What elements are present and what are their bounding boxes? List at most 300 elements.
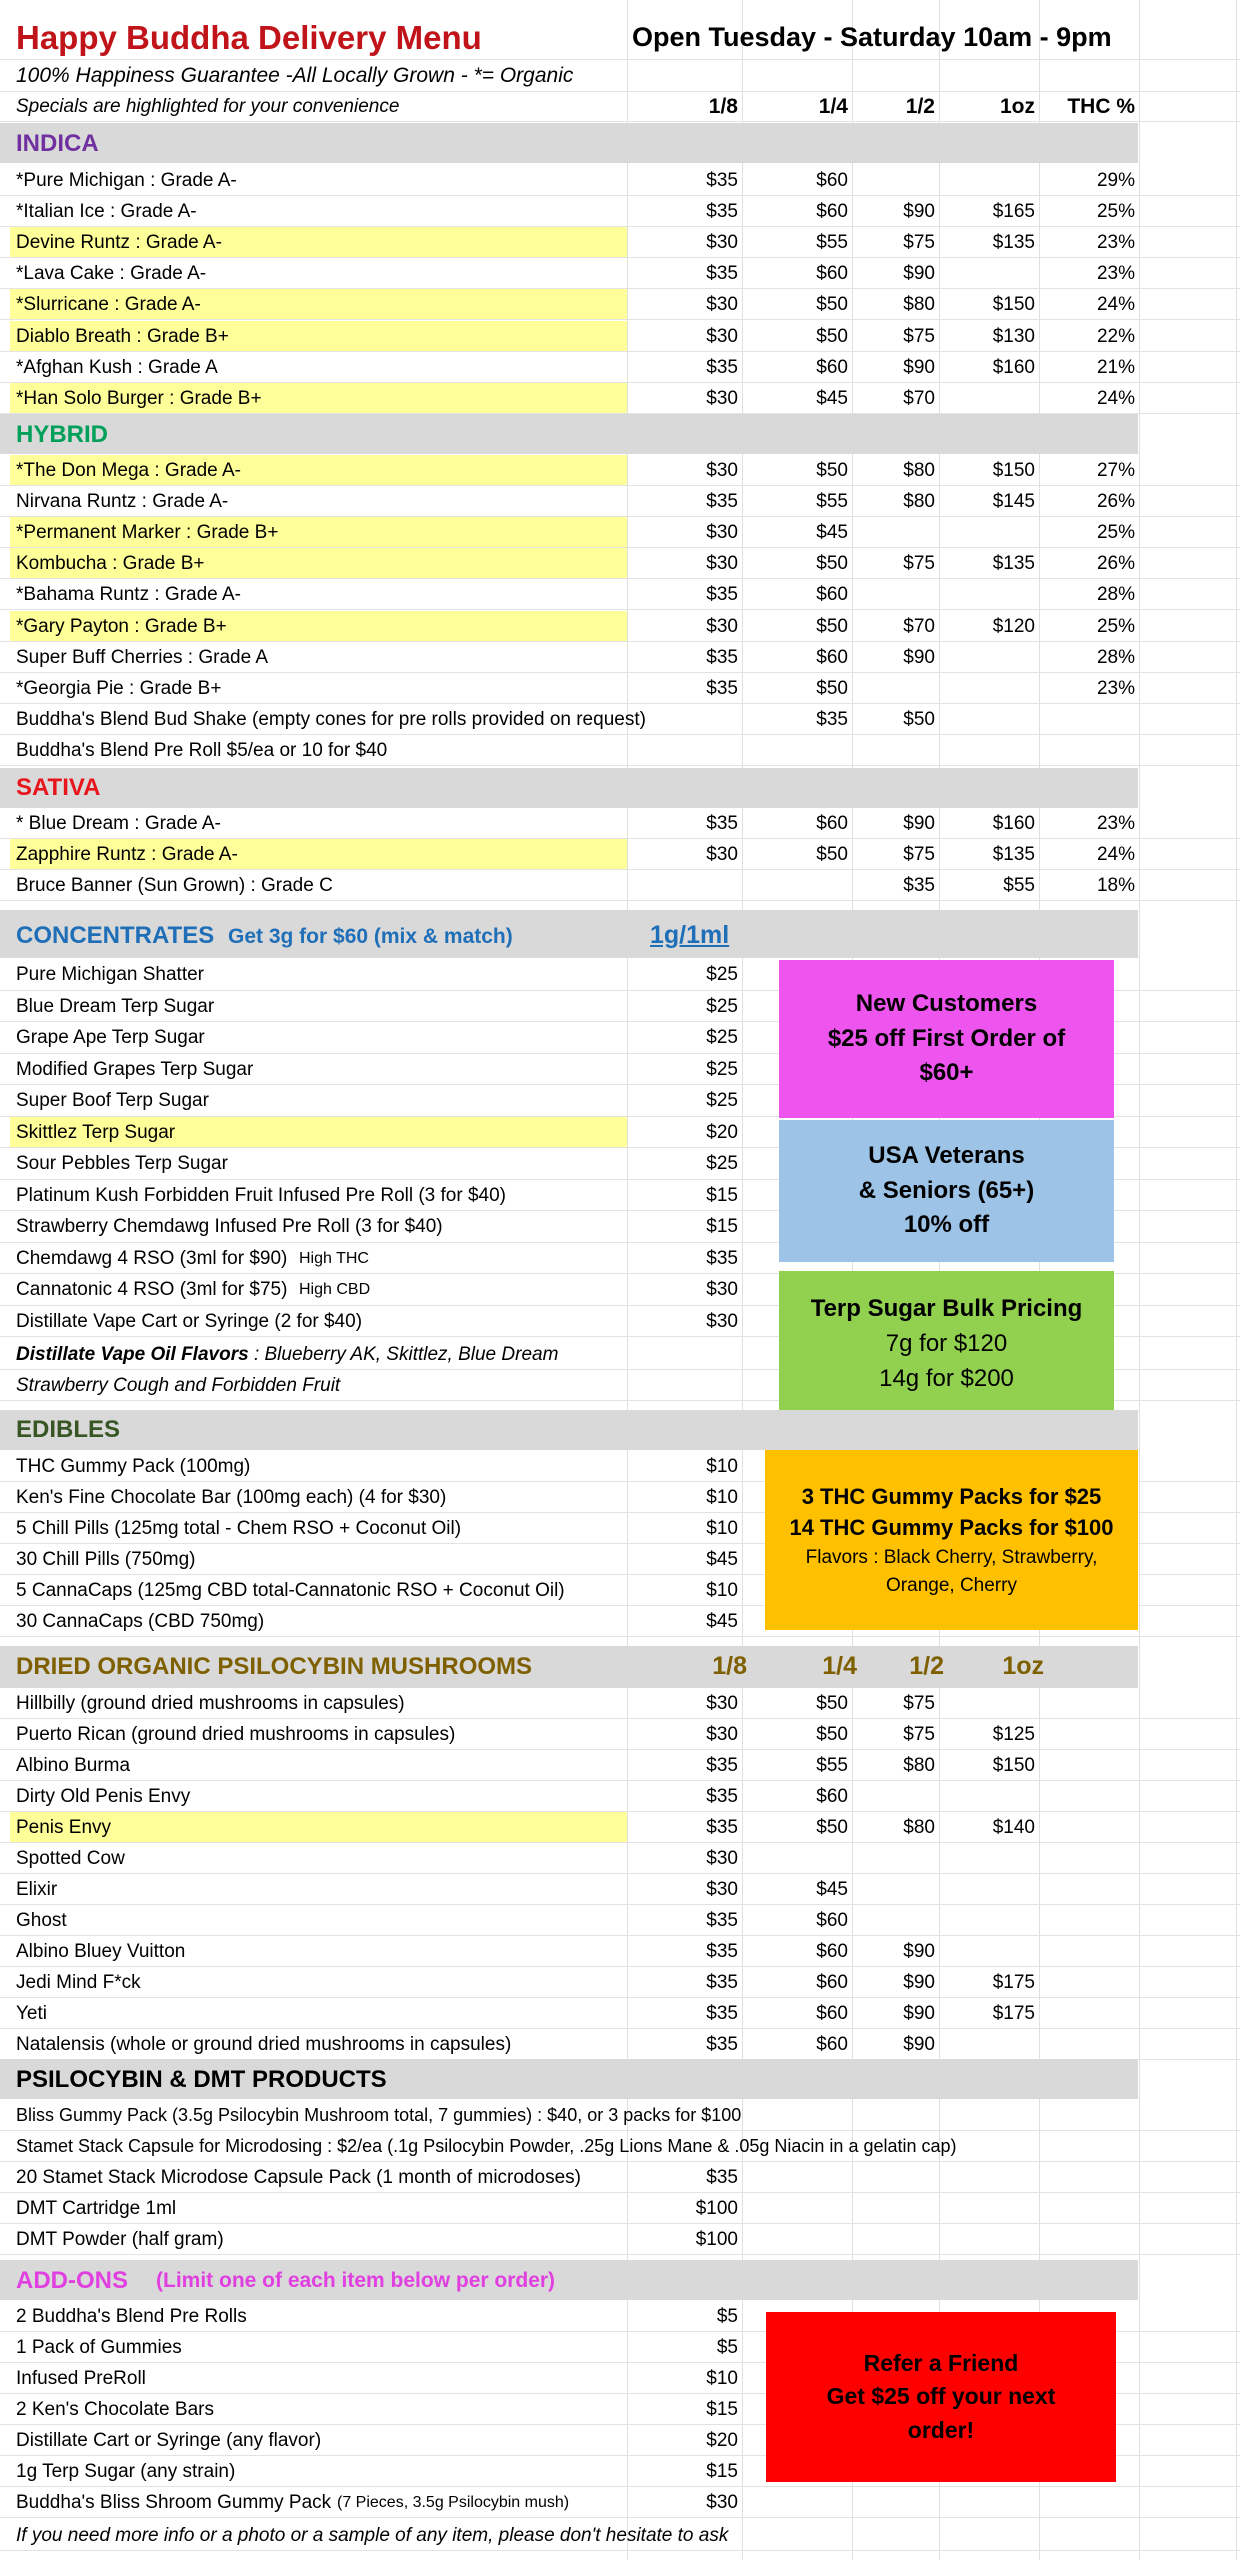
concentrate-price: $30 xyxy=(706,1279,738,1300)
header-row xyxy=(0,14,1240,60)
concentrate-price: $25 xyxy=(706,1027,738,1048)
thc-percent: 24% xyxy=(1096,294,1135,316)
promo-line: 10% off xyxy=(903,1211,990,1239)
promo-line: 14g for $200 xyxy=(879,1364,1014,1392)
concentrates-heading: CONCENTRATES xyxy=(16,922,215,949)
col-header-quarter: 1/4 xyxy=(818,95,848,118)
strain-name: *The Don Mega : Grade A- xyxy=(16,460,241,481)
indica-row xyxy=(0,196,1240,227)
mushroom-row xyxy=(0,1874,1240,1905)
strain-name: Diablo Breath : Grade B+ xyxy=(16,325,229,347)
addon-detail: (7 Pieces, 3.5g Psilocybin mush) xyxy=(337,2494,570,2511)
hybrid-row xyxy=(0,611,1240,642)
price-eighth: $30 xyxy=(706,325,738,347)
price-eighth: $35 xyxy=(706,677,738,699)
thc-percent: 22% xyxy=(1096,325,1135,347)
new-customer-promo xyxy=(779,960,1114,1118)
price-eighth: $35 xyxy=(706,1941,738,1962)
sativa-row xyxy=(0,870,1240,901)
addon-price: $30 xyxy=(706,2492,738,2513)
page-title: Happy Buddha Delivery Menu xyxy=(16,19,482,56)
strain-name: Nirvana Runtz : Grade A- xyxy=(16,491,229,513)
price-quarter: $60 xyxy=(816,2003,848,2024)
thc-percent: 23% xyxy=(1096,813,1135,834)
strain-name: *Bahama Runtz : Grade A- xyxy=(16,584,241,606)
concentrate-price: $35 xyxy=(706,1247,738,1269)
psilo-product-name: Bliss Gummy Pack (3.5g Psilocybin Mushroom total, 7 gummies) : $40, or 3 packs for $100 xyxy=(16,2105,742,2125)
price-half: $90 xyxy=(903,201,935,223)
mushroom-name: Penis Envy xyxy=(16,1817,112,1838)
price-eighth: $35 xyxy=(706,584,738,606)
strain-name: *Slurricane : Grade A- xyxy=(16,294,201,316)
addon-name: 2 Buddha's Blend Pre Rolls xyxy=(16,2306,247,2327)
promo-line: Terp Sugar Bulk Pricing xyxy=(810,1295,1083,1323)
mushroom-name: Spotted Cow xyxy=(16,1848,125,1869)
thc-percent: 23% xyxy=(1096,677,1135,699)
price-quarter: $60 xyxy=(816,2034,848,2055)
price-quarter: $50 xyxy=(816,844,848,866)
hybrid-row xyxy=(0,517,1240,548)
tagline-row xyxy=(0,60,1240,92)
concentrate-price: $15 xyxy=(706,1184,738,1206)
price-quarter: $60 xyxy=(816,356,848,378)
mushroom-name: Jedi Mind F*ck xyxy=(16,1972,141,1993)
hybrid-row xyxy=(0,486,1240,517)
concentrates-unit: 1g/1ml xyxy=(650,921,730,949)
price-ounce: $160 xyxy=(992,813,1035,834)
price-half: $75 xyxy=(903,553,935,575)
edibles-section-bar xyxy=(0,1410,1138,1450)
price-quarter: $50 xyxy=(816,1693,848,1714)
price-half: $50 xyxy=(903,708,935,730)
psilo-product-price: $35 xyxy=(706,2167,738,2188)
mushroom-name: Puerto Rican (ground dried mushrooms in capsules) xyxy=(16,1724,456,1745)
thc-percent: 25% xyxy=(1096,522,1135,544)
price-half: $75 xyxy=(903,325,935,347)
promo-line: order! xyxy=(907,2416,975,2443)
price-half: $90 xyxy=(903,1941,935,1962)
price-half: $90 xyxy=(903,813,935,834)
price-quarter: $45 xyxy=(816,1879,848,1900)
price-eighth: $35 xyxy=(706,1910,738,1931)
price-ounce: $140 xyxy=(992,1817,1035,1838)
price-half: $80 xyxy=(903,294,935,316)
indica-row xyxy=(0,258,1240,289)
thc-percent: 18% xyxy=(1096,875,1135,897)
mushroom-name: Yeti xyxy=(16,2003,47,2024)
price-ounce: $175 xyxy=(992,1972,1035,1993)
price-ounce: $55 xyxy=(1003,875,1035,897)
price-quarter: $50 xyxy=(816,1724,848,1745)
strain-name: *Han Solo Burger : Grade B+ xyxy=(16,387,262,409)
price-eighth: $35 xyxy=(706,813,738,834)
mush-col-quarter: 1/4 xyxy=(822,1652,857,1680)
promo-line: 3 THC Gummy Packs for $25 xyxy=(801,1483,1102,1509)
mushroom-row xyxy=(0,1843,1240,1874)
price-ounce: $125 xyxy=(992,1724,1035,1745)
hybrid-row xyxy=(0,704,1240,735)
hybrid-row xyxy=(0,579,1240,610)
edible-name: THC Gummy Pack (100mg) xyxy=(16,1456,251,1477)
mush-col-eighth: 1/8 xyxy=(712,1652,747,1680)
sativa-row xyxy=(0,808,1240,839)
col-header-ounce: 1oz xyxy=(999,95,1035,118)
price-quarter: $50 xyxy=(816,615,848,637)
price-half: $90 xyxy=(903,263,935,285)
promo-line: Orange, Cherry xyxy=(886,1574,1017,1596)
thc-percent: 27% xyxy=(1096,460,1135,481)
edibles-heading: EDIBLES xyxy=(16,1416,121,1443)
addon-name: Buddha's Bliss Shroom Gummy Pack xyxy=(16,2492,332,2513)
mushroom-row xyxy=(0,1936,1240,1967)
price-quarter: $50 xyxy=(816,294,848,316)
hybrid-row xyxy=(0,673,1240,704)
price-eighth: $35 xyxy=(706,1972,738,1993)
price-eighth: $30 xyxy=(706,553,738,575)
addons-note: (Limit one of each item below per order) xyxy=(156,2269,556,2292)
edible-price: $10 xyxy=(706,1456,738,1477)
refer-friend-promo xyxy=(766,2312,1116,2482)
psilo-product-row xyxy=(0,2162,1240,2193)
mushroom-row xyxy=(0,1719,1240,1750)
price-ounce: $150 xyxy=(992,460,1035,481)
edible-price: $45 xyxy=(706,1611,738,1632)
concentrate-price: $25 xyxy=(706,995,738,1017)
addon-name: Infused PreRoll xyxy=(16,2368,146,2389)
psilo-product-name: 20 Stamet Stack Microdose Capsule Pack (1 month of microdoses) xyxy=(16,2167,581,2188)
concentrate-note: High THC xyxy=(299,1249,369,1267)
concentrate-price: $25 xyxy=(706,964,738,985)
price-eighth: $30 xyxy=(706,1879,738,1900)
col-header-thc: THC % xyxy=(1067,95,1135,118)
price-half: $90 xyxy=(903,1972,935,1993)
addon-price: $10 xyxy=(706,2368,738,2389)
footer-row xyxy=(0,2520,1240,2551)
price-half: $35 xyxy=(903,875,935,897)
strain-name: *Georgia Pie : Grade B+ xyxy=(16,677,222,699)
mush-col-ounce: 1oz xyxy=(1002,1652,1044,1680)
concentrate-price: $15 xyxy=(706,1216,738,1237)
thc-percent: 26% xyxy=(1096,491,1135,513)
promo-line: Flavors : Black Cherry, Strawberry, xyxy=(805,1547,1098,1569)
promo-line: $60+ xyxy=(919,1059,974,1087)
price-quarter: $45 xyxy=(816,522,848,544)
mushrooms-heading: DRIED ORGANIC PSILOCYBIN MUSHROOMS xyxy=(16,1653,533,1680)
edible-name: Ken's Fine Chocolate Bar (100mg each) (4 for $30) xyxy=(16,1487,447,1508)
mushroom-name: Dirty Old Penis Envy xyxy=(16,1786,191,1807)
mushroom-row xyxy=(0,1967,1240,1998)
indica-row xyxy=(0,321,1240,352)
mushroom-name: Ghost xyxy=(16,1910,67,1931)
price-quarter: $60 xyxy=(816,584,848,606)
psilo-product-row xyxy=(0,2131,1240,2162)
addon-name: 1g Terp Sugar (any strain) xyxy=(16,2461,236,2482)
addon-name: Distillate Cart or Syringe (any flavor) xyxy=(16,2430,322,2451)
promo-line: USA Veterans xyxy=(868,1141,1025,1169)
addon-price: $20 xyxy=(706,2430,738,2451)
price-quarter: $60 xyxy=(816,646,848,668)
flavors-label: Distillate Vape Oil Flavors xyxy=(16,1344,249,1365)
sativa-row xyxy=(0,839,1240,870)
price-quarter: $45 xyxy=(816,387,848,409)
price-eighth: $35 xyxy=(706,170,738,191)
thc-percent: 28% xyxy=(1096,646,1135,668)
mushroom-row xyxy=(0,2029,1240,2060)
addons-heading: ADD-ONS xyxy=(16,2267,128,2294)
strain-name: Devine Runtz : Grade A- xyxy=(16,232,222,254)
gummy-promo xyxy=(765,1450,1138,1630)
promo-line: Get $25 off your next xyxy=(826,2383,1056,2410)
price-eighth: $35 xyxy=(706,356,738,378)
concentrates-deal: Get 3g for $60 (mix & match) xyxy=(228,925,513,948)
concentrate-name: Chemdawg 4 RSO (3ml for $90) xyxy=(16,1247,288,1269)
mushroom-name: Natalensis (whole or ground dried mushrooms in capsules) xyxy=(16,2034,512,2055)
mushroom-row xyxy=(0,1688,1240,1719)
price-eighth: $30 xyxy=(706,1848,738,1869)
edible-price: $10 xyxy=(706,1487,738,1508)
price-ounce: $135 xyxy=(992,844,1035,866)
price-eighth: $30 xyxy=(706,522,738,544)
strain-name: *Pure Michigan : Grade A- xyxy=(16,170,237,191)
edible-name: 5 CannaCaps (125mg CBD total-Cannatonic RSO + Coconut Oil) xyxy=(16,1580,565,1601)
price-eighth: $35 xyxy=(706,2003,738,2024)
thc-percent: 25% xyxy=(1096,615,1135,637)
strain-name: Kombucha : Grade B+ xyxy=(16,553,205,575)
price-quarter: $60 xyxy=(816,201,848,223)
addon-price: $15 xyxy=(706,2399,738,2420)
price-quarter: $35 xyxy=(816,708,848,730)
psilo-product-name: DMT Powder (half gram) xyxy=(16,2229,224,2250)
thc-percent: 24% xyxy=(1096,387,1135,409)
sativa-heading: SATIVA xyxy=(16,774,101,801)
price-eighth: $30 xyxy=(706,387,738,409)
price-half: $80 xyxy=(903,1755,935,1776)
price-quarter: $60 xyxy=(816,1972,848,1993)
indica-row xyxy=(0,383,1240,414)
price-half: $75 xyxy=(903,1693,935,1714)
price-eighth: $35 xyxy=(706,1755,738,1776)
edible-price: $45 xyxy=(706,1549,738,1570)
indica-row xyxy=(0,289,1240,320)
price-half: $90 xyxy=(903,2034,935,2055)
indica-row xyxy=(0,165,1240,196)
concentrate-price: $20 xyxy=(706,1121,738,1143)
concentrate-price: $25 xyxy=(706,1090,738,1111)
hybrid-row xyxy=(0,548,1240,579)
price-half: $90 xyxy=(903,356,935,378)
concentrate-price: $30 xyxy=(706,1310,738,1332)
psilo-product-row xyxy=(0,2193,1240,2224)
concentrate-name: Strawberry Chemdawg Infused Pre Roll (3 for $40) xyxy=(16,1216,443,1237)
hybrid-row xyxy=(0,455,1240,486)
promo-line: & Seniors (65+) xyxy=(858,1176,1035,1204)
price-quarter: $55 xyxy=(816,491,848,513)
sativa-section-bar xyxy=(0,768,1138,808)
price-eighth: $35 xyxy=(706,1817,738,1838)
price-eighth: $35 xyxy=(706,2034,738,2055)
price-eighth: $30 xyxy=(706,1693,738,1714)
mushroom-row xyxy=(0,1998,1240,2029)
price-eighth: $35 xyxy=(706,491,738,513)
price-eighth: $35 xyxy=(706,646,738,668)
price-eighth: $35 xyxy=(706,201,738,223)
concentrate-name: Pure Michigan Shatter xyxy=(16,964,204,985)
promo-line: 7g for $120 xyxy=(885,1330,1008,1358)
flavors-list: : Blueberry AK, Skittlez, Blue Dream xyxy=(248,1344,559,1365)
price-half: $80 xyxy=(903,1817,935,1838)
strain-name: Zapphire Runtz : Grade A- xyxy=(16,844,238,866)
price-half: $75 xyxy=(903,1724,935,1745)
thc-percent: 24% xyxy=(1096,844,1135,866)
price-quarter: $60 xyxy=(816,1941,848,1962)
hybrid-row xyxy=(0,735,1240,766)
price-ounce: $135 xyxy=(992,232,1035,254)
promo-line: $25 off First Order of xyxy=(827,1024,1066,1052)
price-ounce: $165 xyxy=(992,201,1035,223)
strain-name: *Lava Cake : Grade A- xyxy=(16,263,207,285)
mushroom-row xyxy=(0,1750,1240,1781)
addon-price: $5 xyxy=(716,2306,738,2327)
price-half: $80 xyxy=(903,460,935,481)
concentrate-name: Grape Ape Terp Sugar xyxy=(16,1027,205,1048)
footer-note: If you need more info or a photo or a sample of any item, please don't hesitate to ask xyxy=(16,2525,729,2546)
price-quarter: $60 xyxy=(816,1910,848,1931)
psilo-dmt-heading: PSILOCYBIN & DMT PRODUCTS xyxy=(16,2066,387,2093)
strain-name: Super Buff Cherries : Grade A xyxy=(16,646,269,668)
hours-text: Open Tuesday - Saturday 10am - 9pm xyxy=(632,22,1112,52)
col-header-half: 1/2 xyxy=(905,95,935,118)
veterans-promo xyxy=(779,1120,1114,1262)
price-eighth: $30 xyxy=(706,615,738,637)
strain-name: * Blue Dream : Grade A- xyxy=(16,813,221,834)
edible-name: 30 Chill Pills (750mg) xyxy=(16,1549,196,1570)
strain-name: *Afghan Kush : Grade A xyxy=(16,356,218,378)
addon-name: 1 Pack of Gummies xyxy=(16,2337,182,2358)
indica-row xyxy=(0,227,1240,258)
price-ounce: $175 xyxy=(992,2003,1035,2024)
psilo-product-name: DMT Cartridge 1ml xyxy=(16,2198,177,2219)
mushroom-name: Elixir xyxy=(16,1879,58,1900)
strain-name: Bruce Banner (Sun Grown) : Grade C xyxy=(16,875,333,897)
thc-percent: 29% xyxy=(1096,170,1135,191)
edible-name: 30 CannaCaps (CBD 750mg) xyxy=(16,1611,265,1632)
price-eighth: $30 xyxy=(706,294,738,316)
concentrate-name: Distillate Vape Cart or Syringe (2 for $40) xyxy=(16,1310,363,1332)
price-half: $70 xyxy=(903,615,935,637)
strain-name: Buddha's Blend Bud Shake (empty cones for pre rolls provided on request) xyxy=(16,708,646,730)
promo-line: New Customers xyxy=(855,989,1038,1017)
psilo-product-price: $100 xyxy=(695,2229,738,2250)
concentrate-name: Platinum Kush Forbidden Fruit Infused Pre Roll (3 for $40) xyxy=(16,1184,507,1206)
price-quarter: $60 xyxy=(816,170,848,191)
price-quarter: $55 xyxy=(816,232,848,254)
addon-name: 2 Ken's Chocolate Bars xyxy=(16,2399,214,2420)
concentrate-name: Skittlez Terp Sugar xyxy=(16,1121,176,1143)
price-eighth: $30 xyxy=(706,232,738,254)
price-half: $90 xyxy=(903,646,935,668)
psilo-product-row xyxy=(0,2100,1240,2131)
promo-line: 14 THC Gummy Packs for $100 xyxy=(789,1515,1114,1541)
hybrid-heading: HYBRID xyxy=(16,421,109,448)
thc-percent: 23% xyxy=(1096,232,1135,254)
concentrate-name: Blue Dream Terp Sugar xyxy=(16,995,215,1017)
price-eighth: $35 xyxy=(706,263,738,285)
concentrate-price: $25 xyxy=(706,1058,738,1080)
mushroom-row xyxy=(0,1905,1240,1936)
strain-name: *Permanent Marker : Grade B+ xyxy=(16,522,279,544)
edible-price: $10 xyxy=(706,1518,738,1539)
price-ounce: $145 xyxy=(992,491,1035,513)
mushroom-name: Albino Burma xyxy=(16,1755,131,1776)
price-ounce: $135 xyxy=(992,553,1035,575)
strain-name: Buddha's Blend Pre Roll $5/ea or 10 for $40 xyxy=(16,739,388,761)
psilo-product-name: Stamet Stack Capsule for Microdosing : $2/ea (.1g Psilocybin Powder, .25g Lions Mane & .05g Niacin in a gelatin cap) xyxy=(16,2136,957,2156)
price-quarter: $60 xyxy=(816,263,848,285)
price-eighth: $35 xyxy=(706,1786,738,1807)
thc-percent: 25% xyxy=(1096,201,1135,223)
mushroom-name: Hillbilly (ground dried mushrooms in capsules) xyxy=(16,1693,405,1714)
mushroom-row xyxy=(0,1781,1240,1812)
price-half: $80 xyxy=(903,491,935,513)
terp-bulk-promo xyxy=(779,1271,1114,1418)
thc-percent: 21% xyxy=(1096,356,1135,378)
price-eighth: $30 xyxy=(706,844,738,866)
indica-heading: INDICA xyxy=(16,130,99,157)
price-quarter: $50 xyxy=(816,553,848,575)
price-quarter: $60 xyxy=(816,813,848,834)
strain-name: *Gary Payton : Grade B+ xyxy=(16,615,227,637)
price-quarter: $50 xyxy=(816,325,848,347)
concentrate-name: Modified Grapes Terp Sugar xyxy=(16,1058,254,1080)
edible-name: 5 Chill Pills (125mg total - Chem RSO + Coconut Oil) xyxy=(16,1518,462,1539)
price-half: $75 xyxy=(903,232,935,254)
hybrid-row xyxy=(0,642,1240,673)
price-quarter: $55 xyxy=(816,1755,848,1776)
psilo-product-price: $100 xyxy=(695,2198,738,2219)
price-ounce: $150 xyxy=(992,1755,1035,1776)
edible-price: $10 xyxy=(706,1580,738,1601)
addon-price: $5 xyxy=(716,2337,738,2358)
mushroom-row xyxy=(0,1812,1240,1843)
price-eighth: $30 xyxy=(706,460,738,481)
concentrate-name: Cannatonic 4 RSO (3ml for $75) xyxy=(16,1279,288,1300)
thc-percent: 23% xyxy=(1096,263,1135,285)
mushroom-name: Albino Bluey Vuitton xyxy=(16,1941,186,1962)
price-half: $90 xyxy=(903,2003,935,2024)
price-half: $70 xyxy=(903,387,935,409)
tagline: 100% Happiness Guarantee -All Locally Grown - *= Organic xyxy=(16,64,574,87)
price-eighth: $30 xyxy=(706,1724,738,1745)
indica-section-bar xyxy=(0,123,1138,163)
price-quarter: $50 xyxy=(816,1817,848,1838)
price-half: $75 xyxy=(903,844,935,866)
flavors-list-2: Strawberry Cough and Forbidden Fruit xyxy=(16,1375,341,1396)
price-quarter: $50 xyxy=(816,677,848,699)
column-header-row xyxy=(0,92,1240,122)
promo-line: Refer a Friend xyxy=(863,2349,1019,2376)
price-ounce: $120 xyxy=(992,615,1035,637)
thc-percent: 26% xyxy=(1096,553,1135,575)
concentrate-name: Super Boof Terp Sugar xyxy=(16,1090,209,1111)
thc-percent: 28% xyxy=(1096,584,1135,606)
addon-row xyxy=(0,2487,1240,2518)
price-ounce: $150 xyxy=(992,294,1035,316)
concentrate-price: $25 xyxy=(706,1153,738,1174)
mush-col-half: 1/2 xyxy=(909,1652,944,1680)
price-ounce: $130 xyxy=(992,325,1035,347)
flavors-text xyxy=(16,1344,558,1366)
indica-row xyxy=(0,352,1240,383)
